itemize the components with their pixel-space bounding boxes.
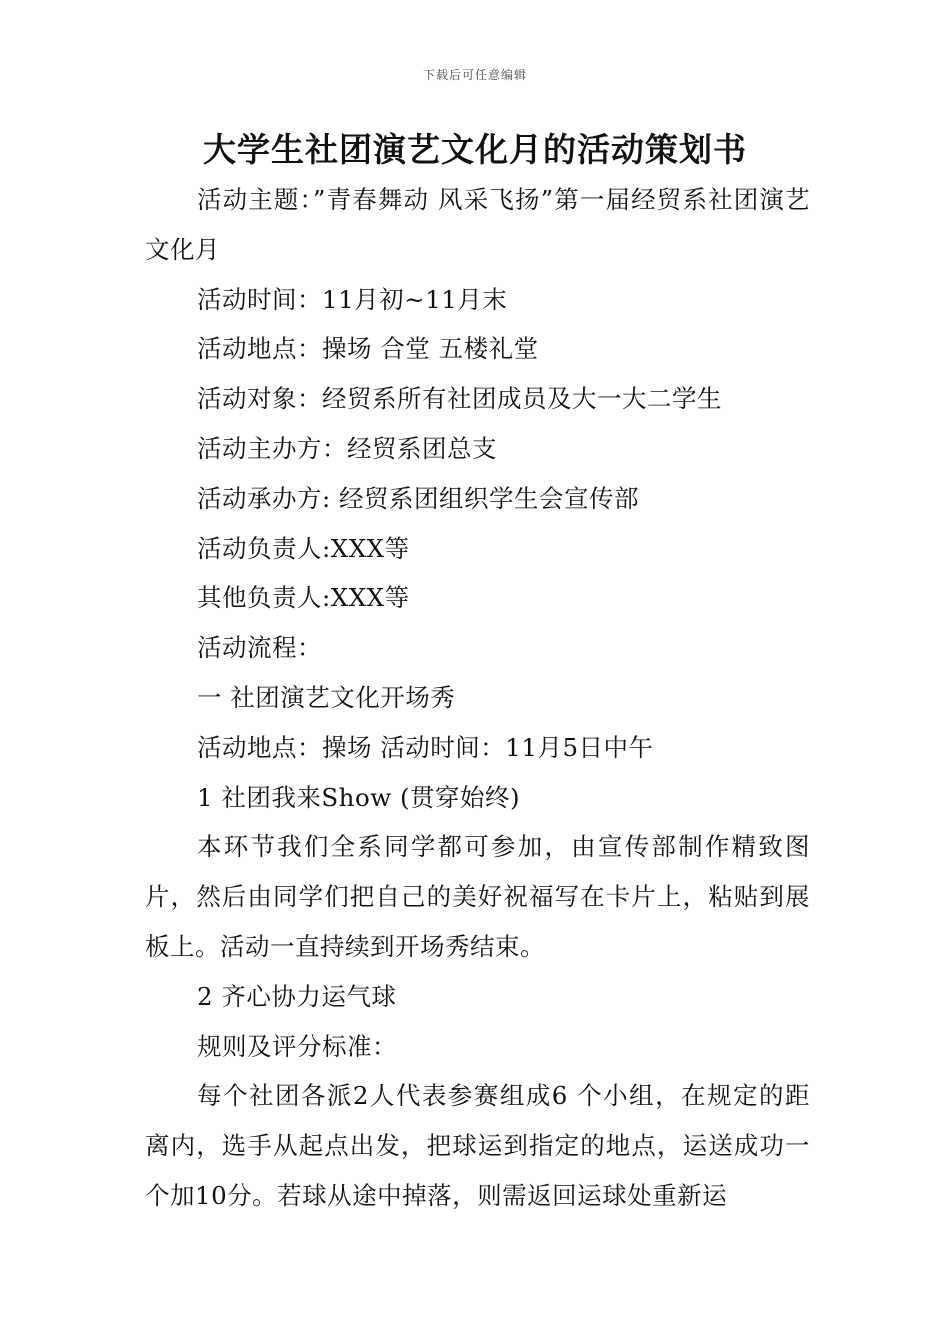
paragraph-theme: 活动主题：”青春舞动 风采飞扬”第一届经贸系社团演艺文化月	[145, 185, 810, 264]
paragraph-rules-description: 每个社团各派2人代表参赛组成6 个小组，在规定的距离内，选手从起点出发，把球运到指定的地点，运送成功一个加10分。若球从途中掉落，则需返回运球处重新运	[145, 1081, 810, 1210]
paragraph-time: 活动时间：11月初~11月末	[197, 284, 508, 314]
paragraph-process-heading: 活动流程：	[197, 633, 322, 663]
paragraph-other-leads: 其他负责人:XXX等	[197, 583, 410, 613]
paragraph-section-one: 一 社团演艺文化开场秀	[197, 682, 456, 712]
paragraph-item-one: 1 社团我来Show (贯穿始终)	[197, 782, 521, 812]
paragraph-item-two: 2 齐心协力运气球	[197, 981, 397, 1011]
paragraph-item-one-description: 本环节我们全系同学都可参加，由宣传部制作精致图片，然后由同学们把自己的美好祝福写在卡片上，粘贴到展板上。活动一直持续到开场秀结束。	[145, 832, 810, 961]
paragraph-organizer: 活动主办方：经贸系团总支	[197, 433, 497, 463]
paragraph-rules-heading: 规则及评分标准：	[197, 1031, 397, 1061]
document-body	[145, 175, 810, 1221]
paragraph-lead: 活动负责人:XXX等	[197, 533, 410, 563]
paragraph-section-one-details: 活动地点：操场 活动时间：11月5日中午	[197, 732, 654, 762]
paragraph-audience: 活动对象：经贸系所有社团成员及大一大二学生	[197, 384, 722, 414]
paragraph-location: 活动地点：操场 合堂 五楼礼堂	[197, 334, 539, 364]
paragraph-co-organizer: 活动承办方: 经贸系团组织学生会宣传部	[197, 483, 640, 513]
header-watermark: 下载后可任意编辑	[422, 68, 527, 82]
document-title: 大学生社团演艺文化月的活动策划书	[203, 130, 747, 169]
